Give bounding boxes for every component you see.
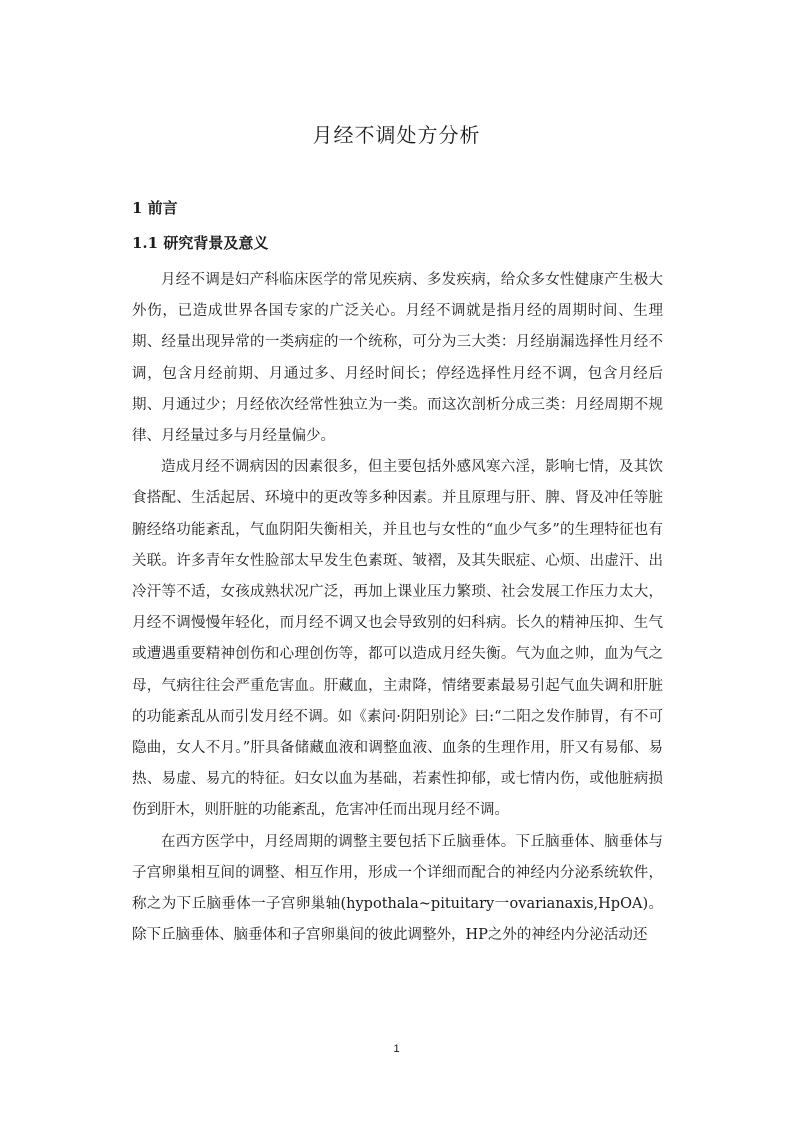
page-number: 1 [393,1043,400,1055]
paragraph: 在西方医学中，月经周期的调整主要包括下丘脑垂体。下丘脑垂体、脑垂体与子宫卵巢相互间的调整、相互作用，形成一个详细而配合的神经内分泌系统软件，称之为下丘脑垂体一子宫卵巢轴(hypothala~pituitary一ovarianaxis,HpOA)。除下丘脑垂体、脑垂体和子宫卵巢间的彼此调整外，HP之外的神经内分泌活动还 [132,833,663,944]
paragraph: 造成月经不调病因的因素很多，但主要包括外感风寒六淫，影响七情，及其饮食搭配、生活起居、环境中的更改等多种因素。并且原理与肝、脾、肾及冲任等脏腑经络功能紊乱，气血阴阳失衡相关，并且也与女性的“血少气多”的生理特征也有关联。许多青年女性脸部太早发生色素斑、皱褶，及其失眠症、心烦、出虚汗、出冷汗等不适，女孩成熟状况广泛，再加上课业压力繁琐、社会发展工作压力太大，月经不调慢慢年轻化，而月经不调又也会导致别的妇科病。长久的精神压抑、生气或遭遇重要精神创伤和心理创伤等，都可以造成月经失衡。气为血之帅，血为气之母，气病往往会严重危害血。肝藏血，主肃降，情绪要素最易引起气血失调和肝脏的功能紊乱从而引发月经不调。如《素问·阴阳别论》曰:“二阳之发作肺胃，有不可隐曲，女人不月。”肝具备储藏血液和调整血液、血条的生理作用，肝又有易郁、易热、易虚、易亢的特征。妇女以血为基础，若素性抑郁，或七情内伤，或他脏病损伤到肝木，则肝脏的功能紊乱，危害冲任而出现月经不调。 [132,459,663,819]
document-title: 月经不调处方分析 [312,123,481,147]
subsection-heading: 1.1 研究背景及意义 [132,234,269,252]
paragraph: 月经不调是妇产科临床医学的常见疾病、多发疾病，给众多女性健康产生极大外伤，已造成世界各国专家的广泛关心。月经不调就是指月经的周期时间、生理期、经量出现异常的一类病症的一个统称，可分为三大类：月经崩漏选择性月经不调，包含月经前期、月通过多、月经时间长；停经选择性月经不调，包含月经后期、月通过少；月经依次经常性独立为一类。而这次剖析分成三类：月经周期不规律、月经量过多与月经量偏少。 [132,272,663,445]
section-heading: 1 前言 [132,199,178,217]
body-text [132,265,663,951]
